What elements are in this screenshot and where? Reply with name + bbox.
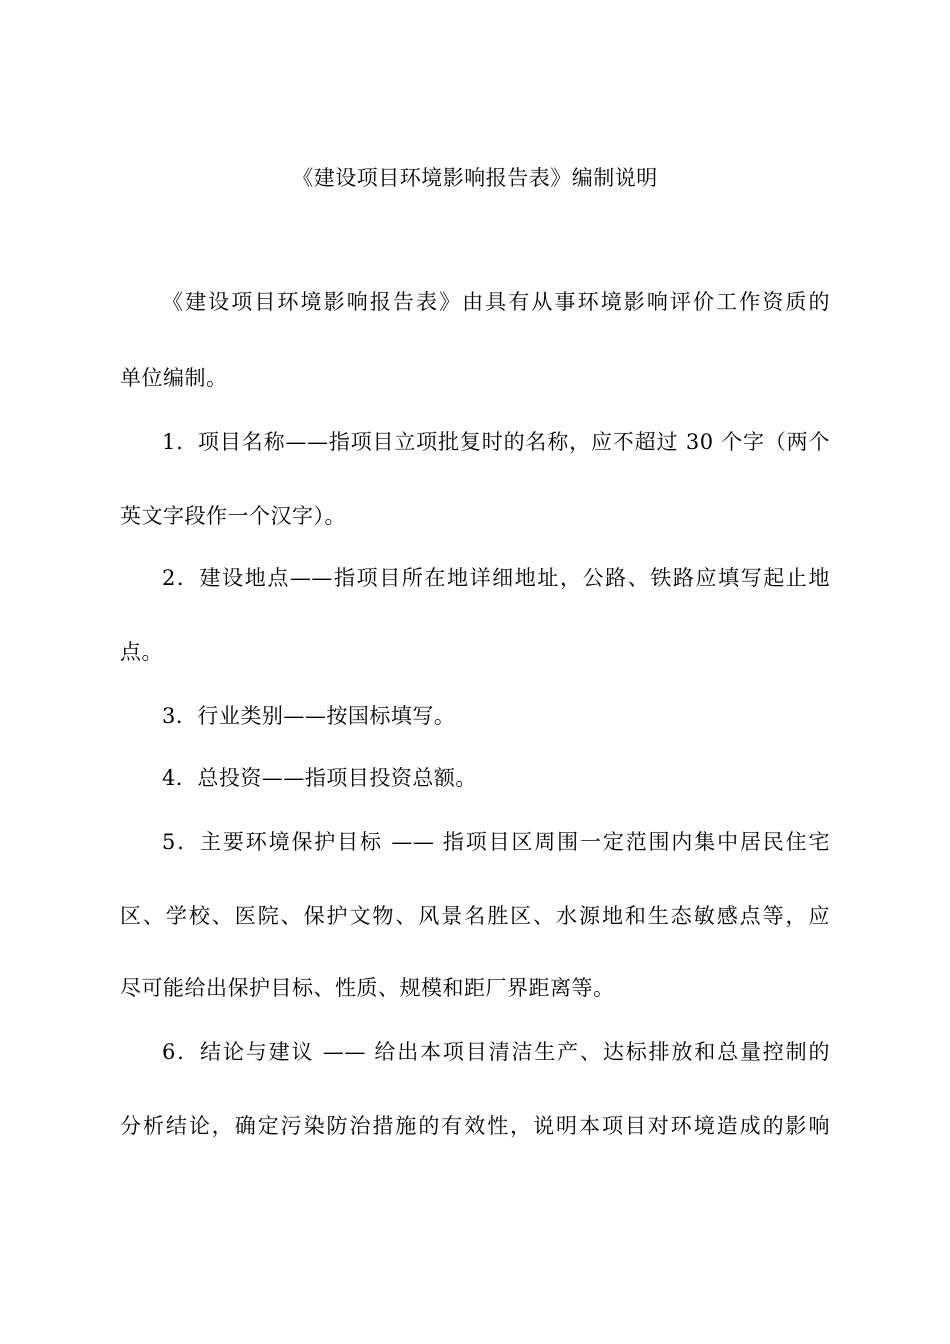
item-1-line-2: 英文字段作一个汉字）。 bbox=[120, 504, 346, 528]
item-5-line-2: 区、学校、医院、保护文物、风景名胜区、水源地和生态敏感点等，应 bbox=[120, 904, 830, 928]
item-2-line-2: 点。 bbox=[120, 640, 163, 664]
item-2-line-1: 2．建设地点——指项目所在地详细地址，公路、铁路应填写起止地 bbox=[162, 566, 830, 590]
intro-line-2: 单位编制。 bbox=[120, 366, 228, 390]
intro-line-1: 《建设项目环境影响报告表》由具有从事环境影响评价工作资质的 bbox=[162, 290, 830, 314]
item-1-line-1: 1．项目名称——指项目立项批复时的名称，应不超过 30 个字（两个 bbox=[162, 430, 830, 454]
item-5-line-1: 5．主要环境保护目标 —— 指项目区周围一定范围内集中居民住宅 bbox=[162, 830, 830, 854]
document-title: 《建设项目环境影响报告表》编制说明 bbox=[292, 166, 658, 190]
item-3-line-1: 3．行业类别——按国标填写。 bbox=[162, 704, 456, 728]
item-6-line-1: 6．结论与建议 —— 给出本项目清洁生产、达标排放和总量控制的 bbox=[162, 1040, 830, 1064]
item-5-line-3: 尽可能给出保护目标、性质、规模和距厂界距离等。 bbox=[120, 976, 615, 1000]
item-4-line-1: 4．总投资——指项目投资总额。 bbox=[162, 766, 477, 790]
item-6-line-2: 分析结论，确定污染防治措施的有效性，说明本项目对环境造成的影响 bbox=[120, 1114, 830, 1138]
